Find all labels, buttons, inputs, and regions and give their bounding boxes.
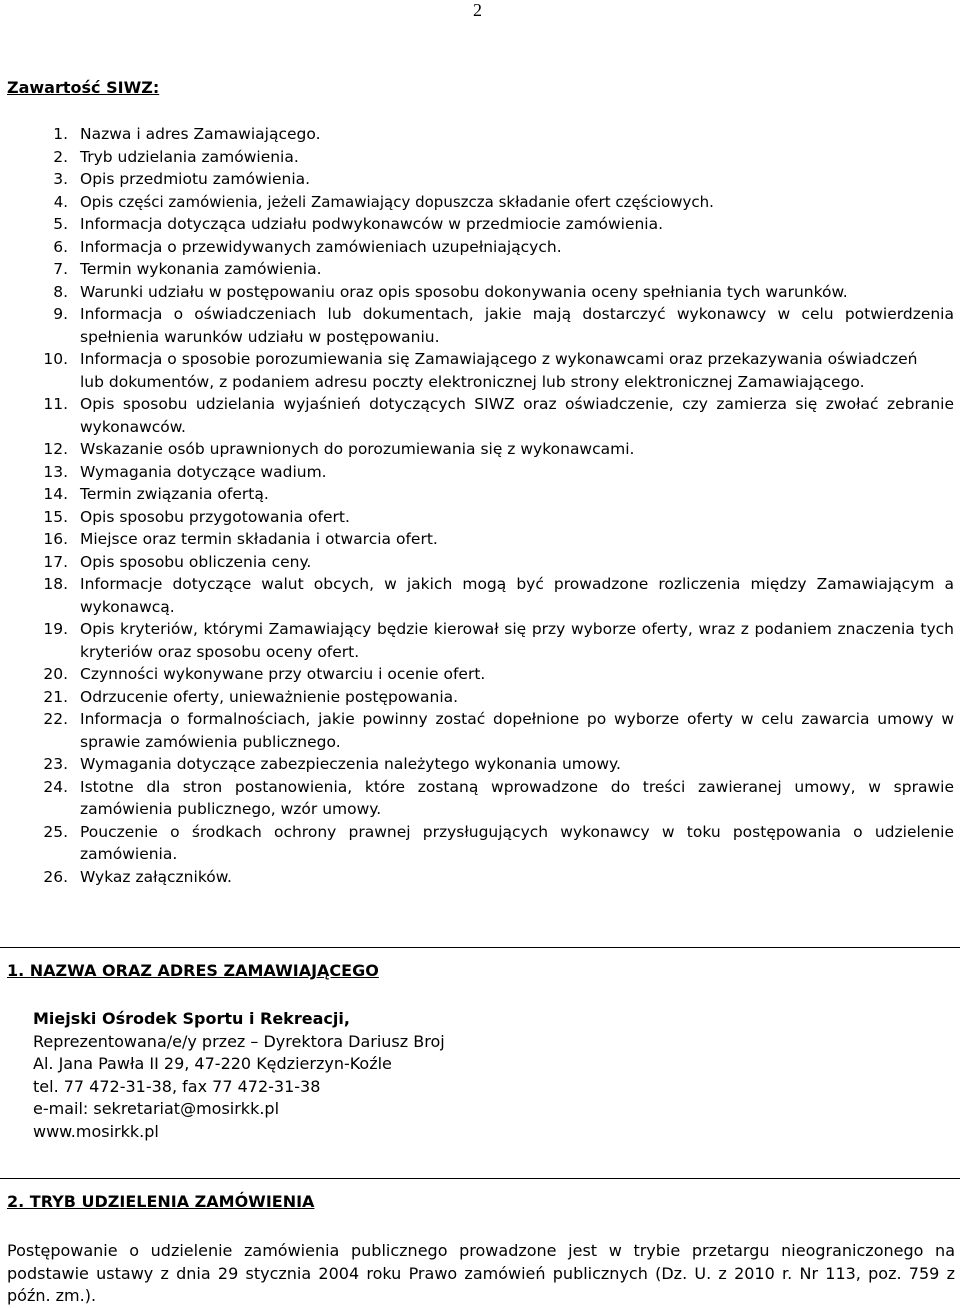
phone-fax-line: tel. 77 472-31-38, fax 77 472-31-38 — [33, 1076, 321, 1096]
toc-item — [0, 168, 960, 191]
toc-item-number: 26. — [43, 867, 68, 886]
toc-item-text: Wskazanie osób uprawnionych do porozumiewania się z wykonawcami. — [80, 440, 635, 458]
page-number: 2 — [473, 0, 482, 20]
toc-item-text: Opis sposobu obliczenia ceny. — [80, 552, 312, 571]
toc-item-text: Nazwa i adres Zamawiającego. — [80, 125, 321, 143]
toc-item — [0, 618, 960, 663]
toc-item — [0, 821, 960, 866]
toc-item-text: Pouczenie o środkach ochrony prawnej przysługujących wykonawcy w toku postępowania o udzielenie zamówienia. — [80, 822, 954, 863]
toc-item — [0, 393, 960, 438]
toc-item-number: 18. — [43, 575, 68, 593]
toc-item-text-continued: lub dokumentów, z podaniem adresu poczty elektronicznej lub strony elektronicznej Zamawiającego. — [80, 372, 865, 391]
toc-item-number: 25. — [43, 822, 68, 841]
toc-item-number: 22. — [43, 710, 68, 728]
toc-item-text: Istotne dla stron postanowienia, które zostaną wprowadzone do treści zawieranej umowy, w sprawie zamówienia publicznego, wzór umowy. — [80, 777, 954, 818]
toc-item — [0, 146, 960, 169]
toc-item — [0, 663, 960, 686]
toc-item-number: 10. — [43, 350, 68, 368]
toc-item-text: Informacja o przewidywanych zamówieniach uzupełniających. — [80, 237, 562, 256]
toc-item-number: 7. — [53, 260, 68, 278]
toc-item-text: Tryb udzielania zamówienia. — [80, 147, 299, 166]
organization-name: Miejski Ośrodek Sportu i Rekreacji, — [33, 1009, 350, 1028]
toc-item-text: Informacja o formalnościach, jakie powinny zostać dopełnione po wyborze oferty w celu zawarcia umowy w sprawie zamówienia publicznego. — [80, 710, 954, 751]
toc-item-number: 1. — [53, 125, 68, 143]
toc-item — [0, 528, 960, 551]
toc-item-number: 20. — [43, 665, 68, 683]
toc-item-text: Termin wykonania zamówienia. — [80, 260, 322, 278]
toc-item — [0, 191, 960, 214]
toc-item-text: Informacja dotycząca udziału podwykonawców w przedmiocie zamówienia. — [80, 215, 664, 233]
toc-item — [0, 303, 960, 348]
toc-item — [0, 708, 960, 753]
toc-item — [0, 866, 960, 889]
toc-item — [0, 753, 960, 776]
toc-item — [0, 281, 960, 304]
toc-item — [0, 461, 960, 484]
toc-item-number: 8. — [53, 282, 68, 301]
toc-item-text: Miejsce oraz termin składania i otwarcia ofert. — [80, 530, 438, 548]
toc-item — [0, 776, 960, 821]
toc-item-text: Wykaz załączników. — [80, 867, 232, 886]
toc-item-number: 4. — [53, 192, 68, 211]
toc-item-text: Warunki udziału w postępowaniu oraz opis sposobu dokonywania oceny spełniania tych warunków. — [80, 282, 848, 301]
toc-item — [0, 258, 960, 281]
toc-item-number: 3. — [53, 170, 68, 188]
toc-item — [0, 551, 960, 574]
toc-item — [0, 506, 960, 529]
toc-item-number: 24. — [43, 777, 68, 796]
section-divider — [0, 1178, 960, 1179]
toc-item-number: 11. — [43, 395, 68, 413]
toc-item-number: 12. — [43, 440, 68, 458]
toc-item-number: 2. — [53, 147, 68, 166]
contracting-authority-address — [33, 1008, 445, 1143]
toc-item-number: 16. — [43, 530, 68, 548]
toc-item-text: Wymagania dotyczące wadium. — [80, 462, 327, 481]
toc-item-text: Informacja o oświadczeniach lub dokumentach, jakie mają dostarczyć wykonawcy w celu potwierdzenia spełnienia warunków udziału w postępowaniu. — [80, 305, 954, 346]
toc-item-number: 5. — [53, 215, 68, 233]
toc-item-text: Czynności wykonywane przy otwarciu i ocenie ofert. — [80, 665, 486, 683]
toc-item-number: 6. — [53, 237, 68, 256]
toc-item — [0, 573, 960, 618]
email-line: e-mail: sekretariat@mosirkk.pl — [33, 1099, 280, 1118]
section-1-heading: 1. NAZWA ORAZ ADRES ZAMAWIAJĄCEGO — [7, 961, 379, 980]
toc-item-text: Opis sposobu udzielania wyjaśnień dotyczących SIWZ oraz oświadczenie, czy zamierza się zwołać zebranie wykonawców. — [80, 395, 954, 436]
toc-item-text: Opis sposobu przygotowania ofert. — [80, 507, 350, 526]
toc-item-text: Opis kryteriów, którymi Zamawiający będzie kierował się przy wyborze oferty, wraz z podaniem znaczenia tych kryteriów oraz sposobu oceny ofert. — [80, 620, 954, 661]
toc-item — [0, 213, 960, 236]
postal-address: Al. Jana Pawła II 29, 47-220 Kędzierzyn-Koźle — [33, 1054, 392, 1073]
toc-item — [0, 123, 960, 146]
section-2-heading: 2. TRYB UDZIELENIA ZAMÓWIENIA — [7, 1192, 315, 1211]
toc-item-text: Opis części zamówienia, jeżeli Zamawiający dopuszcza składanie ofert częściowych. — [80, 192, 714, 211]
toc-item-text: Opis przedmiotu zamówienia. — [80, 170, 311, 188]
toc-item-text: Wymagania dotyczące zabezpieczenia należytego wykonania umowy. — [80, 755, 621, 773]
toc-item-number: 17. — [43, 552, 68, 571]
toc-item-number: 23. — [43, 755, 68, 773]
toc-title: Zawartość SIWZ: — [7, 78, 160, 97]
toc-item-text: Odrzucenie oferty, unieważnienie postępowania. — [80, 687, 459, 706]
table-of-contents — [0, 123, 960, 888]
toc-item-number: 15. — [43, 507, 68, 526]
toc-item-number: 19. — [43, 620, 68, 638]
toc-item — [0, 438, 960, 461]
procedure-paragraph: Postępowanie o udzielenie zamówienia publicznego prowadzone jest w trybie przetargu nieograniczonego na podstawie ustawy z dnia 29 stycznia 2004 roku Prawo zamówień publicznych (Dz. U. z 2010 r. Nr 113, poz. 759 z późn. zm.). — [7, 1241, 955, 1305]
toc-item — [0, 483, 960, 506]
toc-item — [0, 236, 960, 259]
toc-item — [0, 686, 960, 709]
website-line: www.mosirkk.pl — [33, 1121, 159, 1141]
toc-item-text: Termin związania ofertą. — [80, 485, 269, 503]
toc-item-number: 14. — [43, 485, 68, 503]
toc-item-number: 13. — [43, 462, 68, 481]
section-divider — [0, 947, 960, 948]
representative-line: Reprezentowana/e/y przez – Dyrektora Dariusz Broj — [33, 1031, 445, 1051]
toc-item-text: Informacje dotyczące walut obcych, w jakich mogą być prowadzone rozliczenia między Zamawiającym a wykonawcą. — [80, 575, 954, 616]
toc-item-text: Informacja o sposobie porozumiewania się Zamawiającego z wykonawcami oraz przekazywania oświadczeń — [80, 350, 918, 368]
toc-item — [0, 348, 960, 393]
toc-item-number: 9. — [53, 305, 68, 323]
toc-item-number: 21. — [43, 687, 68, 706]
